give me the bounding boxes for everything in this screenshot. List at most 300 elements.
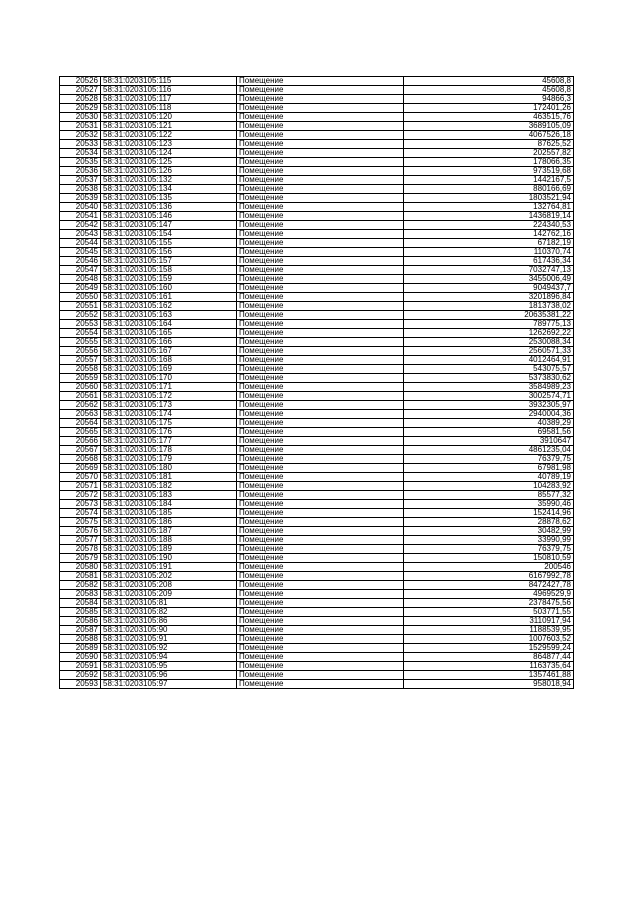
object-type-cell: Помещение [237, 455, 404, 464]
cadastral-number-cell: 58:31:0203105:120 [101, 113, 237, 122]
row-number-cell: 20559 [60, 374, 101, 383]
object-type-cell: Помещение [237, 194, 404, 203]
row-number-cell: 20530 [60, 113, 101, 122]
object-type-cell: Помещение [237, 500, 404, 509]
cadastral-number-cell: 58:31:0203105:171 [101, 383, 237, 392]
row-number-cell: 20556 [60, 347, 101, 356]
table-row [60, 554, 574, 563]
row-number-cell: 20542 [60, 221, 101, 230]
cadastral-number-cell: 58:31:0203105:132 [101, 176, 237, 185]
table-row [60, 221, 574, 230]
row-number-cell: 20538 [60, 185, 101, 194]
table-row [60, 248, 574, 257]
object-type-cell: Помещение [237, 581, 404, 590]
row-number-cell: 20583 [60, 590, 101, 599]
table-row [60, 527, 574, 536]
object-type-cell: Помещение [237, 617, 404, 626]
row-number-cell: 20527 [60, 86, 101, 95]
cadastral-value-cell: 45608,8 [404, 77, 574, 86]
row-number-cell: 20534 [60, 149, 101, 158]
cadastral-number-cell: 58:31:0203105:126 [101, 167, 237, 176]
object-type-cell: Помещение [237, 158, 404, 167]
table-row [60, 203, 574, 212]
cadastral-value-cell: 3455006,49 [404, 275, 574, 284]
object-type-cell: Помещение [237, 599, 404, 608]
row-number-cell: 20544 [60, 239, 101, 248]
cadastral-number-cell: 58:31:0203105:177 [101, 437, 237, 446]
cadastral-value-cell: 45608,8 [404, 86, 574, 95]
cadastral-value-cell: 94866,3 [404, 95, 574, 104]
cadastral-value-cell: 2560571,33 [404, 347, 574, 356]
cadastral-value-cell: 76379,75 [404, 545, 574, 554]
row-number-cell: 20581 [60, 572, 101, 581]
cadastral-number-cell: 58:31:0203105:117 [101, 95, 237, 104]
row-number-cell: 20532 [60, 131, 101, 140]
object-type-cell: Помещение [237, 662, 404, 671]
object-type-cell: Помещение [237, 266, 404, 275]
row-number-cell: 20549 [60, 284, 101, 293]
cadastral-number-cell: 58:31:0203105:161 [101, 293, 237, 302]
table-row [60, 122, 574, 131]
row-number-cell: 20592 [60, 671, 101, 680]
row-number-cell: 20548 [60, 275, 101, 284]
object-type-cell: Помещение [237, 122, 404, 131]
table-row [60, 356, 574, 365]
cadastral-number-cell: 58:31:0203105:168 [101, 356, 237, 365]
row-number-cell: 20550 [60, 293, 101, 302]
table-row [60, 392, 574, 401]
table-row [60, 239, 574, 248]
table-row [60, 428, 574, 437]
object-type-cell: Помещение [237, 644, 404, 653]
table-row [60, 491, 574, 500]
row-number-cell: 20587 [60, 626, 101, 635]
row-number-cell: 20552 [60, 311, 101, 320]
cadastral-value-cell: 5373830,62 [404, 374, 574, 383]
cadastral-value-cell: 543075,57 [404, 365, 574, 374]
cadastral-number-cell: 58:31:0203105:146 [101, 212, 237, 221]
object-type-cell: Помещение [237, 140, 404, 149]
table-row [60, 635, 574, 644]
cadastral-number-cell: 58:31:0203105:157 [101, 257, 237, 266]
cadastral-value-cell: 3910647 [404, 437, 574, 446]
table-row [60, 581, 574, 590]
cadastral-value-cell: 152414,96 [404, 509, 574, 518]
cadastral-value-cell: 8472427,78 [404, 581, 574, 590]
row-number-cell: 20565 [60, 428, 101, 437]
row-number-cell: 20558 [60, 365, 101, 374]
cadastral-number-cell: 58:31:0203105:170 [101, 374, 237, 383]
object-type-cell: Помещение [237, 104, 404, 113]
object-type-cell: Помещение [237, 608, 404, 617]
cadastral-number-cell: 58:31:0203105:156 [101, 248, 237, 257]
table-row [60, 563, 574, 572]
table-row [60, 410, 574, 419]
cadastral-value-cell: 87625,52 [404, 140, 574, 149]
row-number-cell: 20528 [60, 95, 101, 104]
table-row [60, 653, 574, 662]
cadastral-value-cell: 3002574,71 [404, 392, 574, 401]
data-table [59, 76, 574, 689]
row-number-cell: 20536 [60, 167, 101, 176]
object-type-cell: Помещение [237, 635, 404, 644]
cadastral-value-cell: 3201896,84 [404, 293, 574, 302]
cadastral-number-cell: 58:31:0203105:169 [101, 365, 237, 374]
row-number-cell: 20566 [60, 437, 101, 446]
table-row [60, 599, 574, 608]
table-row [60, 401, 574, 410]
cadastral-number-cell: 58:31:0203105:183 [101, 491, 237, 500]
row-number-cell: 20564 [60, 419, 101, 428]
object-type-cell: Помещение [237, 95, 404, 104]
cadastral-value-cell: 76379,75 [404, 455, 574, 464]
table-row [60, 338, 574, 347]
object-type-cell: Помещение [237, 374, 404, 383]
object-type-cell: Помещение [237, 230, 404, 239]
table-row [60, 464, 574, 473]
cadastral-value-cell: 617436,34 [404, 257, 574, 266]
table-row [60, 311, 574, 320]
cadastral-number-cell: 58:31:0203105:91 [101, 635, 237, 644]
object-type-cell: Помещение [237, 302, 404, 311]
cadastral-value-cell: 2940004,36 [404, 410, 574, 419]
object-type-cell: Помещение [237, 554, 404, 563]
object-type-cell: Помещение [237, 329, 404, 338]
object-type-cell: Помещение [237, 365, 404, 374]
object-type-cell: Помещение [237, 77, 404, 86]
cadastral-number-cell: 58:31:0203105:147 [101, 221, 237, 230]
table-row [60, 347, 574, 356]
object-type-cell: Помещение [237, 86, 404, 95]
table-row [60, 149, 574, 158]
row-number-cell: 20547 [60, 266, 101, 275]
cadastral-number-cell: 58:31:0203105:115 [101, 77, 237, 86]
object-type-cell: Помещение [237, 131, 404, 140]
row-number-cell: 20582 [60, 581, 101, 590]
row-number-cell: 20573 [60, 500, 101, 509]
object-type-cell: Помещение [237, 392, 404, 401]
table-row [60, 473, 574, 482]
table-row [60, 77, 574, 86]
table-row [60, 644, 574, 653]
cadastral-number-cell: 58:31:0203105:135 [101, 194, 237, 203]
row-number-cell: 20546 [60, 257, 101, 266]
row-number-cell: 20574 [60, 509, 101, 518]
object-type-cell: Помещение [237, 473, 404, 482]
cadastral-value-cell: 85577,32 [404, 491, 574, 500]
cadastral-value-cell: 7032747,13 [404, 266, 574, 275]
cadastral-value-cell: 40389,29 [404, 419, 574, 428]
object-type-cell: Помещение [237, 257, 404, 266]
row-number-cell: 20563 [60, 410, 101, 419]
object-type-cell: Помещение [237, 572, 404, 581]
cadastral-number-cell: 58:31:0203105:97 [101, 680, 237, 689]
table-row [60, 500, 574, 509]
cadastral-number-cell: 58:31:0203105:209 [101, 590, 237, 599]
table-row [60, 455, 574, 464]
row-number-cell: 20569 [60, 464, 101, 473]
row-number-cell: 20557 [60, 356, 101, 365]
cadastral-number-cell: 58:31:0203105:165 [101, 329, 237, 338]
table-row [60, 545, 574, 554]
cadastral-value-cell: 3689105,09 [404, 122, 574, 131]
object-type-cell: Помещение [237, 113, 404, 122]
cadastral-value-cell: 973519,68 [404, 167, 574, 176]
cadastral-number-cell: 58:31:0203105:189 [101, 545, 237, 554]
row-number-cell: 20589 [60, 644, 101, 653]
cadastral-number-cell: 58:31:0203105:167 [101, 347, 237, 356]
object-type-cell: Помещение [237, 176, 404, 185]
table-row [60, 680, 574, 689]
object-type-cell: Помещение [237, 338, 404, 347]
table-row [60, 446, 574, 455]
row-number-cell: 20560 [60, 383, 101, 392]
cadastral-number-cell: 58:31:0203105:191 [101, 563, 237, 572]
cadastral-number-cell: 58:31:0203105:95 [101, 662, 237, 671]
row-number-cell: 20551 [60, 302, 101, 311]
row-number-cell: 20553 [60, 320, 101, 329]
table-row [60, 194, 574, 203]
row-number-cell: 20578 [60, 545, 101, 554]
cadastral-number-cell: 58:31:0203105:164 [101, 320, 237, 329]
cadastral-number-cell: 58:31:0203105:121 [101, 122, 237, 131]
object-type-cell: Помещение [237, 284, 404, 293]
table-row [60, 257, 574, 266]
cadastral-value-cell: 4067526,18 [404, 131, 574, 140]
cadastral-number-cell: 58:31:0203105:178 [101, 446, 237, 455]
object-type-cell: Помещение [237, 653, 404, 662]
object-type-cell: Помещение [237, 437, 404, 446]
cadastral-value-cell: 958018,94 [404, 680, 574, 689]
cadastral-number-cell: 58:31:0203105:158 [101, 266, 237, 275]
row-number-cell: 20537 [60, 176, 101, 185]
cadastral-number-cell: 58:31:0203105:176 [101, 428, 237, 437]
cadastral-number-cell: 58:31:0203105:184 [101, 500, 237, 509]
row-number-cell: 20575 [60, 518, 101, 527]
cadastral-number-cell: 58:31:0203105:173 [101, 401, 237, 410]
row-number-cell: 20543 [60, 230, 101, 239]
table-row [60, 176, 574, 185]
cadastral-number-cell: 58:31:0203105:172 [101, 392, 237, 401]
row-number-cell: 20545 [60, 248, 101, 257]
cadastral-value-cell: 6167992,78 [404, 572, 574, 581]
object-type-cell: Помещение [237, 509, 404, 518]
table-row [60, 131, 574, 140]
cadastral-number-cell: 58:31:0203105:202 [101, 572, 237, 581]
cadastral-number-cell: 58:31:0203105:190 [101, 554, 237, 563]
object-type-cell: Помещение [237, 527, 404, 536]
cadastral-number-cell: 58:31:0203105:186 [101, 518, 237, 527]
object-type-cell: Помещение [237, 671, 404, 680]
row-number-cell: 20531 [60, 122, 101, 131]
cadastral-value-cell: 28878,62 [404, 518, 574, 527]
table-row [60, 212, 574, 221]
table-row [60, 302, 574, 311]
cadastral-value-cell: 1529599,24 [404, 644, 574, 653]
object-type-cell: Помещение [237, 167, 404, 176]
cadastral-number-cell: 58:31:0203105:166 [101, 338, 237, 347]
cadastral-value-cell: 1803521,94 [404, 194, 574, 203]
cadastral-number-cell: 58:31:0203105:162 [101, 302, 237, 311]
table-row [60, 185, 574, 194]
row-number-cell: 20584 [60, 599, 101, 608]
object-type-cell: Помещение [237, 446, 404, 455]
table-row [60, 482, 574, 491]
table-row [60, 536, 574, 545]
cadastral-number-cell: 58:31:0203105:187 [101, 527, 237, 536]
cadastral-value-cell: 4012464,91 [404, 356, 574, 365]
row-number-cell: 20593 [60, 680, 101, 689]
table-row [60, 509, 574, 518]
row-number-cell: 20577 [60, 536, 101, 545]
cadastral-number-cell: 58:31:0203105:208 [101, 581, 237, 590]
cadastral-value-cell: 3110917,94 [404, 617, 574, 626]
cadastral-value-cell: 30482,99 [404, 527, 574, 536]
cadastral-number-cell: 58:31:0203105:180 [101, 464, 237, 473]
cadastral-value-cell: 178066,35 [404, 158, 574, 167]
table-row [60, 113, 574, 122]
cadastral-number-cell: 58:31:0203105:160 [101, 284, 237, 293]
row-number-cell: 20554 [60, 329, 101, 338]
row-number-cell: 20540 [60, 203, 101, 212]
object-type-cell: Помещение [237, 248, 404, 257]
cadastral-value-cell: 1442167,5 [404, 176, 574, 185]
object-type-cell: Помещение [237, 356, 404, 365]
cadastral-number-cell: 58:31:0203105:90 [101, 626, 237, 635]
cadastral-number-cell: 58:31:0203105:123 [101, 140, 237, 149]
table-row [60, 275, 574, 284]
row-number-cell: 20526 [60, 77, 101, 86]
object-type-cell: Помещение [237, 590, 404, 599]
object-type-cell: Помещение [237, 563, 404, 572]
cadastral-number-cell: 58:31:0203105:122 [101, 131, 237, 140]
cadastral-value-cell: 463515,76 [404, 113, 574, 122]
cadastral-number-cell: 58:31:0203105:155 [101, 239, 237, 248]
table-row [60, 590, 574, 599]
object-type-cell: Помещение [237, 410, 404, 419]
cadastral-value-cell: 789775,13 [404, 320, 574, 329]
cadastral-number-cell: 58:31:0203105:94 [101, 653, 237, 662]
cadastral-number-cell: 58:31:0203105:124 [101, 149, 237, 158]
object-type-cell: Помещение [237, 212, 404, 221]
cadastral-value-cell: 864877,44 [404, 653, 574, 662]
cadastral-value-cell: 33990,99 [404, 536, 574, 545]
cadastral-value-cell: 104283,92 [404, 482, 574, 491]
cadastral-value-cell: 150810,59 [404, 554, 574, 563]
row-number-cell: 20576 [60, 527, 101, 536]
row-number-cell: 20562 [60, 401, 101, 410]
cadastral-number-cell: 58:31:0203105:118 [101, 104, 237, 113]
cadastral-value-cell: 200546 [404, 563, 574, 572]
object-type-cell: Помещение [237, 536, 404, 545]
table-row [60, 95, 574, 104]
cadastral-number-cell: 58:31:0203105:136 [101, 203, 237, 212]
row-number-cell: 20555 [60, 338, 101, 347]
row-number-cell: 20561 [60, 392, 101, 401]
table-row [60, 104, 574, 113]
object-type-cell: Помещение [237, 293, 404, 302]
cadastral-value-cell: 9049437,7 [404, 284, 574, 293]
cadastral-value-cell: 4969529,9 [404, 590, 574, 599]
table-row [60, 617, 574, 626]
cadastral-value-cell: 67182,19 [404, 239, 574, 248]
cadastral-value-cell: 142762,16 [404, 230, 574, 239]
table-row [60, 419, 574, 428]
row-number-cell: 20568 [60, 455, 101, 464]
object-type-cell: Помещение [237, 680, 404, 689]
object-type-cell: Помещение [237, 347, 404, 356]
row-number-cell: 20541 [60, 212, 101, 221]
row-number-cell: 20533 [60, 140, 101, 149]
cadastral-number-cell: 58:31:0203105:175 [101, 419, 237, 428]
cadastral-value-cell: 172401,26 [404, 104, 574, 113]
table-row [60, 284, 574, 293]
object-type-cell: Помещение [237, 149, 404, 158]
cadastral-value-cell: 503771,55 [404, 608, 574, 617]
row-number-cell: 20588 [60, 635, 101, 644]
cadastral-number-cell: 58:31:0203105:116 [101, 86, 237, 95]
object-type-cell: Помещение [237, 419, 404, 428]
cadastral-number-cell: 58:31:0203105:185 [101, 509, 237, 518]
cadastral-value-cell: 3932305,97 [404, 401, 574, 410]
cadastral-number-cell: 58:31:0203105:181 [101, 473, 237, 482]
object-type-cell: Помещение [237, 545, 404, 554]
table-row [60, 608, 574, 617]
row-number-cell: 20529 [60, 104, 101, 113]
cadastral-number-cell: 58:31:0203105:81 [101, 599, 237, 608]
cadastral-number-cell: 58:31:0203105:188 [101, 536, 237, 545]
cadastral-value-cell: 2378475,56 [404, 599, 574, 608]
table-row [60, 365, 574, 374]
cadastral-number-cell: 58:31:0203105:163 [101, 311, 237, 320]
table-row [60, 662, 574, 671]
table-row [60, 383, 574, 392]
row-number-cell: 20571 [60, 482, 101, 491]
cadastral-number-cell: 58:31:0203105:134 [101, 185, 237, 194]
cadastral-value-cell: 132764,81 [404, 203, 574, 212]
cadastral-value-cell: 3584989,23 [404, 383, 574, 392]
table-row [60, 626, 574, 635]
cadastral-number-cell: 58:31:0203105:179 [101, 455, 237, 464]
object-type-cell: Помещение [237, 464, 404, 473]
cadastral-value-cell: 69581,56 [404, 428, 574, 437]
cadastral-value-cell: 1007603,52 [404, 635, 574, 644]
object-type-cell: Помещение [237, 221, 404, 230]
object-type-cell: Помещение [237, 626, 404, 635]
table-row [60, 140, 574, 149]
cadastral-value-cell: 35990,46 [404, 500, 574, 509]
row-number-cell: 20585 [60, 608, 101, 617]
cadastral-value-cell: 1436819,14 [404, 212, 574, 221]
table-row [60, 374, 574, 383]
cadastral-value-cell: 1813738,02 [404, 302, 574, 311]
table-row [60, 230, 574, 239]
row-number-cell: 20586 [60, 617, 101, 626]
cadastral-value-cell: 1357461,88 [404, 671, 574, 680]
row-number-cell: 20579 [60, 554, 101, 563]
table-row [60, 518, 574, 527]
object-type-cell: Помещение [237, 518, 404, 527]
cadastral-value-cell: 1262692,22 [404, 329, 574, 338]
row-number-cell: 20590 [60, 653, 101, 662]
object-type-cell: Помещение [237, 203, 404, 212]
cadastral-number-cell: 58:31:0203105:96 [101, 671, 237, 680]
cadastral-value-cell: 2530088,34 [404, 338, 574, 347]
object-type-cell: Помещение [237, 482, 404, 491]
table-row [60, 671, 574, 680]
object-type-cell: Помещение [237, 428, 404, 437]
table-row [60, 266, 574, 275]
